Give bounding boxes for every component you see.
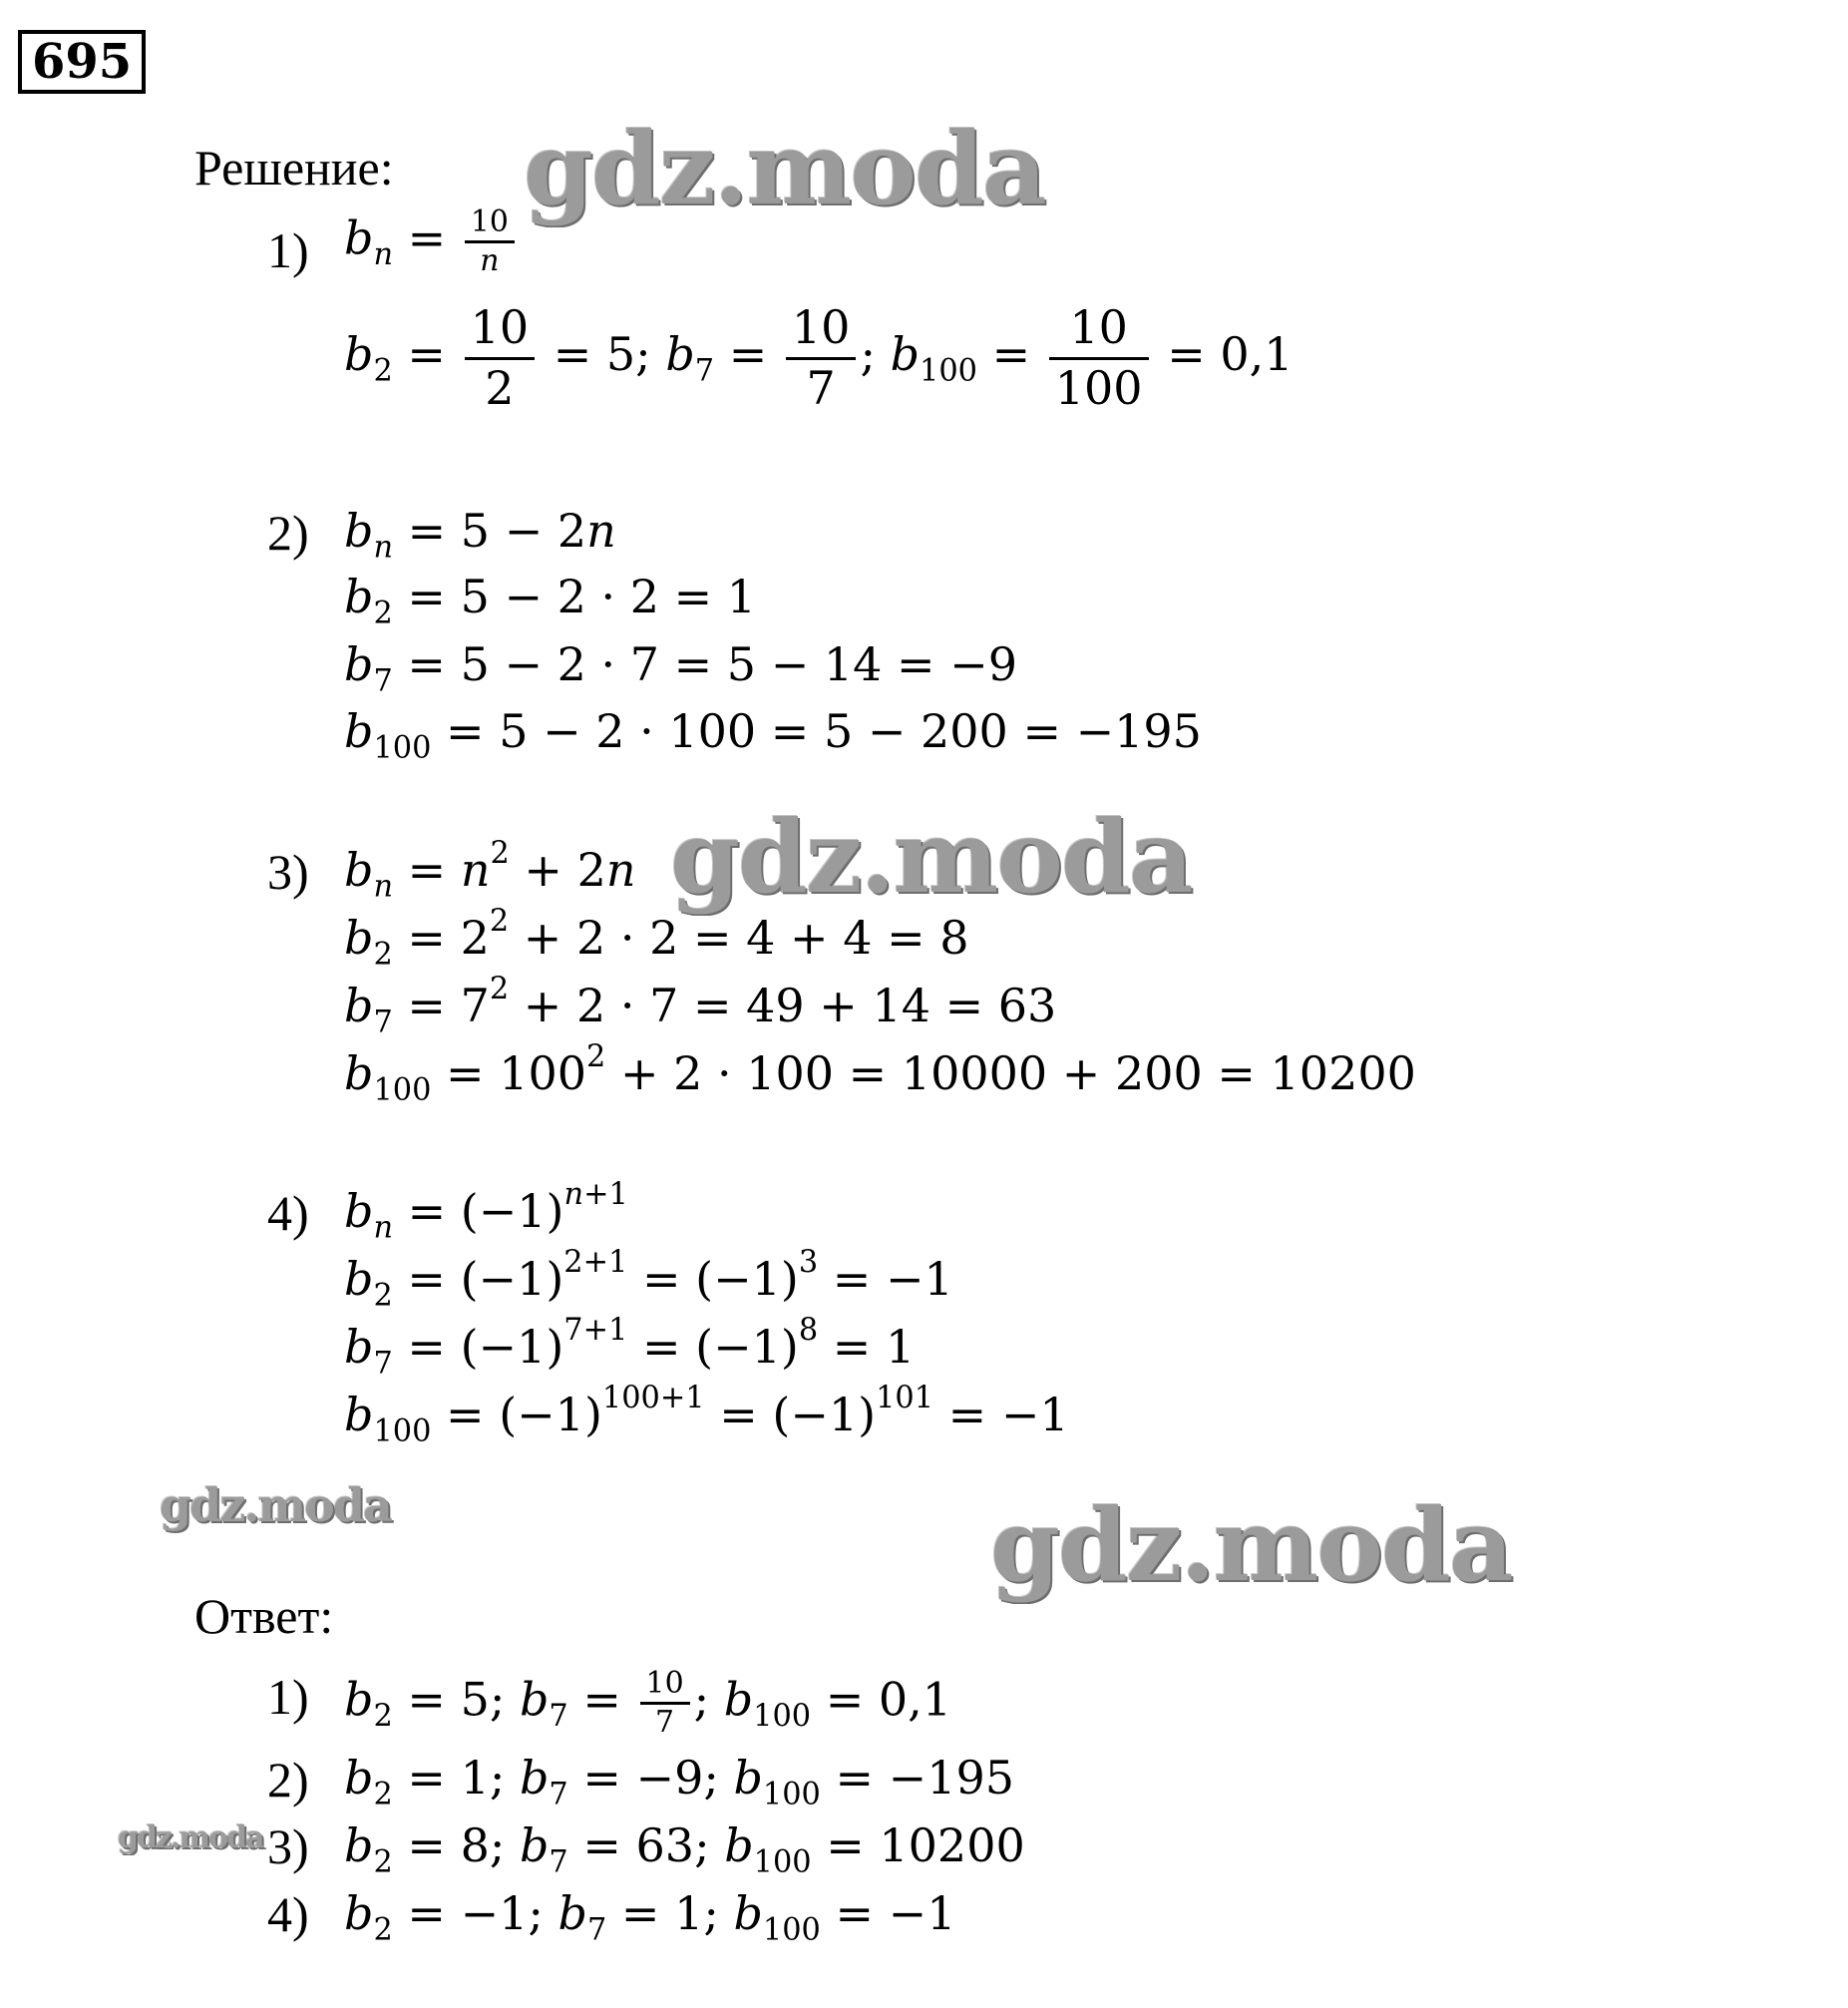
part-2-b7: $b_7 = 5 - 2 \cdot 7 = 5 - 14 = -9$ — [344, 637, 1017, 699]
part-4-label: 4) — [267, 1185, 309, 1241]
watermark-logo: gdz.moda — [990, 1486, 1512, 1604]
part-2-formula: $b_n = 5 - 2n$ — [344, 504, 616, 566]
watermark-logo: gdz.moda — [160, 1478, 391, 1532]
part-3-b100: $b_{100} = 100^2 + 2 \cdot 100 = 10000 + 200 = 10200$ — [344, 1039, 1416, 1108]
watermark-logo: gdz.moda — [670, 798, 1192, 916]
answer-2-label: 2) — [267, 1752, 309, 1807]
answer-1: $b_2 = 5$; $b_7$ = $\frac{10}{7}$ ; $b_{100} = 0,1$ — [344, 1666, 952, 1740]
part-2-b2: $b_2 = 5 - 2 \cdot 2 = 1$ — [344, 570, 757, 631]
part-4-formula: $b_n = (-1)^{n+1}$ — [344, 1177, 628, 1246]
answer-2: $b_2 = 1$; $b_7 = -9$; $b_{100} = -195$ — [344, 1751, 1015, 1812]
answer-4: $b_2 = -1$; $b_7 = 1$; $b_{100} = -1$ — [344, 1886, 956, 1948]
part-4-b2: $b_2 = (-1)^{2+1} = (-1)^3 = -1$ — [344, 1245, 953, 1314]
part-1-label: 1) — [267, 222, 309, 278]
part-2-b100: $b_{100} = 5 - 2 \cdot 100 = 5 - 200 = -195$ — [344, 704, 1202, 766]
watermark-logo: gdz.moda — [524, 110, 1045, 227]
part-1-formula: $b_n$ = $\frac{10}{n}$ — [344, 204, 519, 279]
answer-1-label: 1) — [267, 1669, 309, 1725]
problem-number: 695 — [18, 30, 146, 94]
part-4-b100: $b_{100} = (-1)^{100+1} = (-1)^{101} = -1$ — [344, 1381, 1069, 1449]
part-2-label: 2) — [267, 505, 309, 561]
watermark-logo: gdz.moda — [118, 1820, 263, 1855]
answer-3: $b_2 = 8$; $b_7 = 63$; $b_{100} = 10200$ — [344, 1818, 1025, 1880]
answer-label: Ответ: — [194, 1588, 334, 1644]
part-3-label: 3) — [267, 844, 309, 900]
part-3-formula: $b_n = n^2 + 2n$ — [344, 836, 636, 905]
part-4-b7: $b_7 = (-1)^{7+1} = (-1)^8 = 1$ — [344, 1313, 916, 1382]
part-1-values: $b_2$ = $\frac{10}{2}$ = 5; $b_7$ = $\frac{10}{7}$ ; $b_{100}$ = $\frac{10}{100}$ = 0,1 — [344, 300, 1294, 415]
part-3-b2: $b_2 = 2^2 + 2 \cdot 2 = 4 + 4 = 8$ — [344, 904, 969, 973]
answer-3-label: 3) — [267, 1818, 309, 1874]
solution-label: Решение: — [194, 140, 394, 196]
part-3-b7: $b_7 = 7^2 + 2 \cdot 7 = 49 + 14 = 63$ — [344, 972, 1057, 1040]
answer-4-label: 4) — [267, 1886, 309, 1942]
